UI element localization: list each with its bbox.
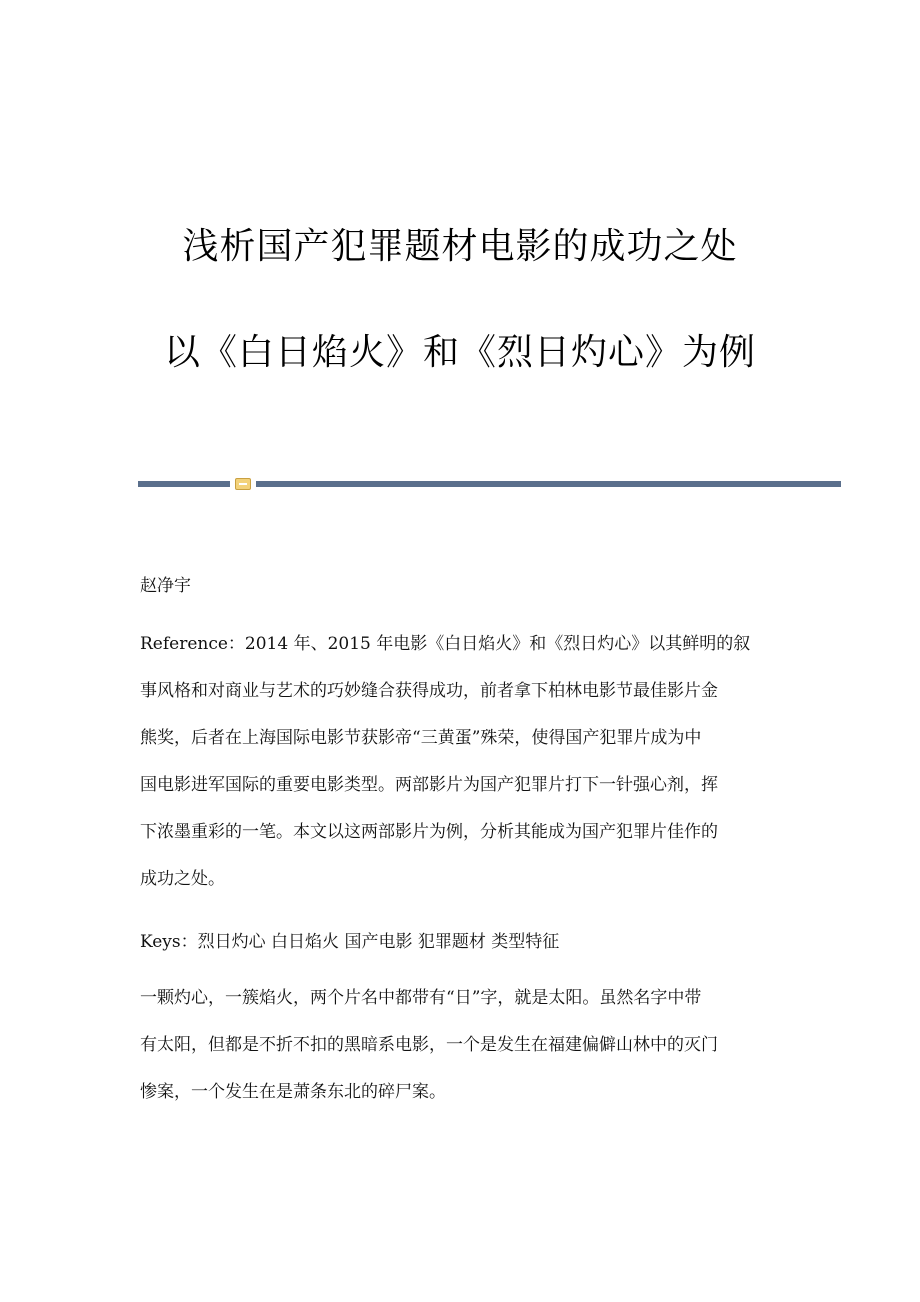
title-divider: [138, 478, 841, 490]
body-line: 惨案，一个发生在是萧条东北的碎尸案。: [140, 1082, 446, 1102]
document-subtitle: 以《白日焰火》和《烈日灼心》为例: [163, 332, 756, 373]
author-name: 赵净宇: [140, 576, 191, 596]
divider-bar-left: [138, 481, 230, 487]
body-line: 有太阳，但都是不折不扣的黑暗系电影，一个是发生在福建偏僻山林中的灭门: [140, 1035, 718, 1055]
abstract-line: Reference：2014 年、2015 年电影《白日焰火》和《烈日灼心》以其鲜明的叙: [140, 634, 751, 654]
abstract-line: 国电影进军国际的重要电影类型。两部影片为国产犯罪片打下一针强心剂，挥: [140, 775, 718, 795]
divider-ornament-icon: [235, 478, 251, 490]
abstract-line: 成功之处。: [140, 869, 225, 889]
body-line: 一颗灼心，一簇焰火，两个片名中都带有“日”字，就是太阳。虽然名字中带: [140, 988, 702, 1008]
abstract-line: 下浓墨重彩的一笔。本文以这两部影片为例，分析其能成为国产犯罪片佳作的: [140, 822, 718, 842]
document-title: 浅析国产犯罪题材电影的成功之处: [182, 226, 738, 267]
divider-bar-right: [256, 481, 841, 487]
abstract-line: 事风格和对商业与艺术的巧妙缝合获得成功，前者拿下柏林电影节最佳影片金: [140, 681, 718, 701]
body-paragraph: [140, 986, 780, 1127]
abstract-paragraph: [140, 632, 780, 914]
abstract-line: 熊奖，后者在上海国际电影节获影帝“三黄蛋”殊荣，使得国产犯罪片成为中: [140, 728, 702, 748]
keywords-line: Keys：烈日灼心 白日焰火 国产电影 犯罪题材 类型特征: [140, 932, 560, 952]
